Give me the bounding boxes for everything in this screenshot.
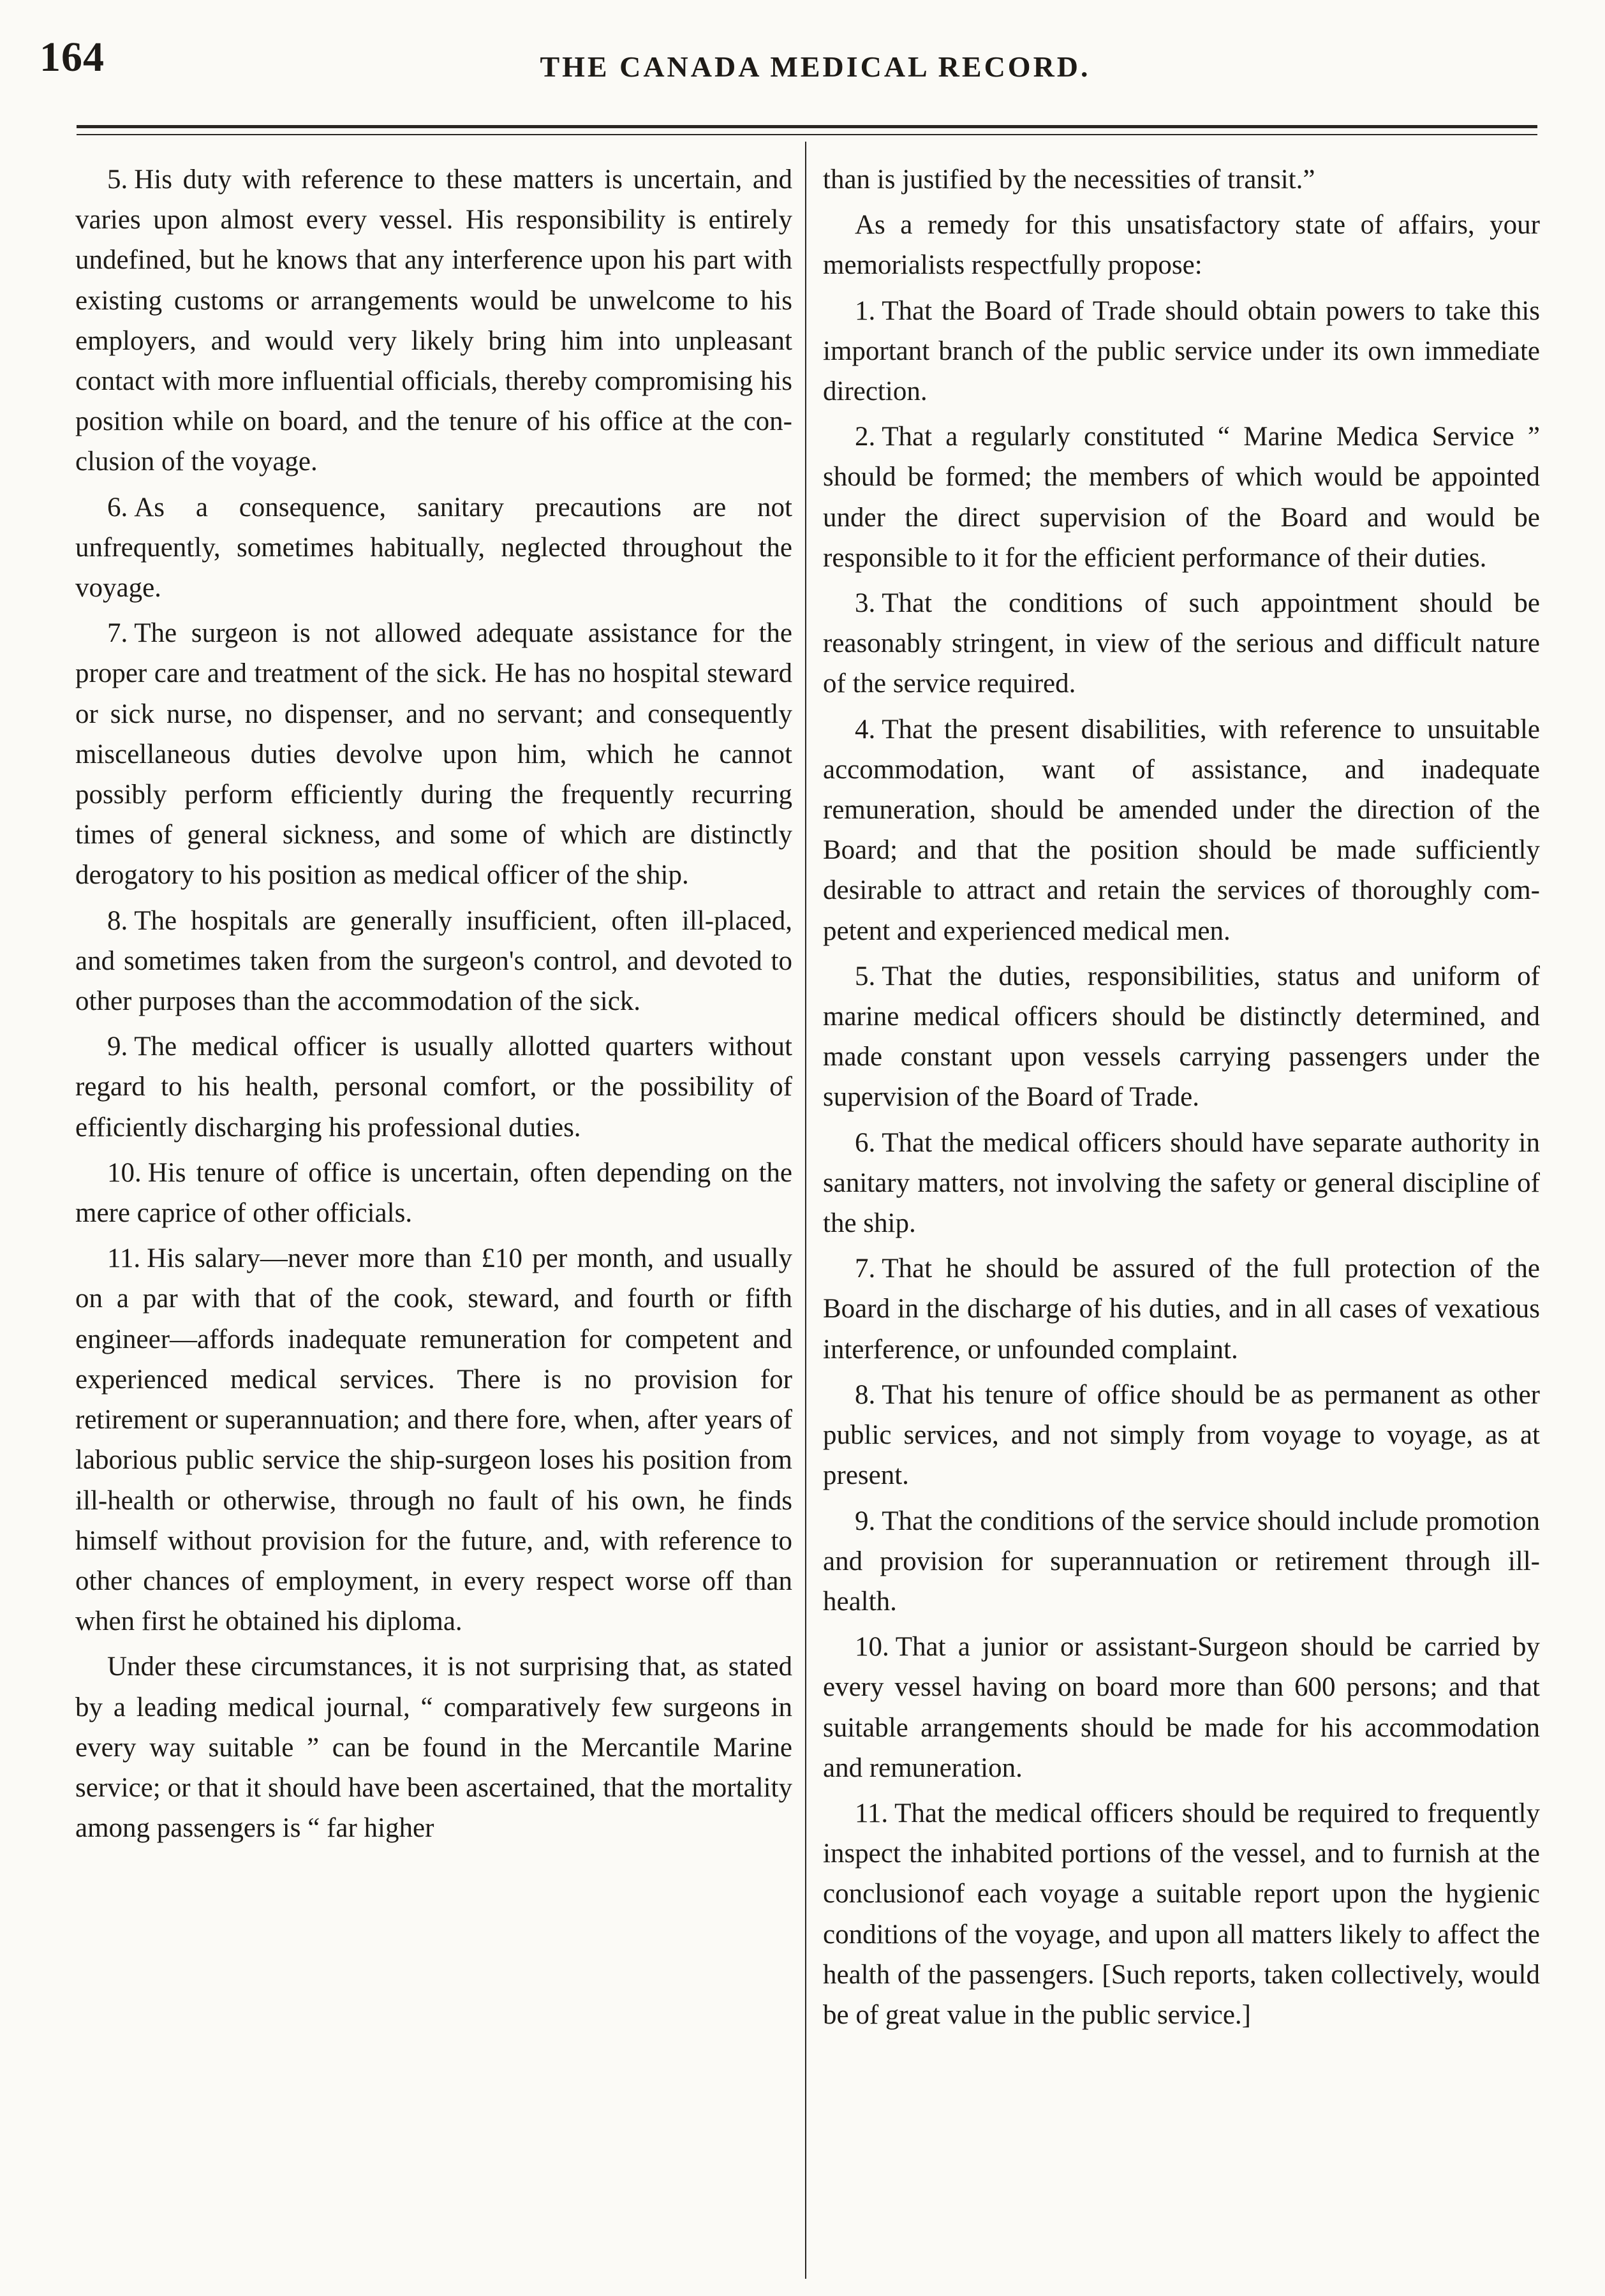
paragraph-number: 6. [855, 1127, 876, 1158]
paragraph [823, 709, 1540, 951]
paragraph-number: 11. [855, 1798, 889, 1828]
paragraph-text: As a remedy for this unsatisfactory state of affairs, your memorialists respectfully propose: [823, 210, 1540, 281]
paragraph-number: 9. [855, 1506, 876, 1536]
paragraph [75, 1153, 792, 1233]
paragraph-text: That the conditions of the service should include promotion and provision for superannuation or retirement through ill-health. [823, 1506, 1540, 1617]
paragraph-text: That the medical officers should have separate authority in sanitary matters, not involving the safety or general discipline of the ship. [823, 1127, 1540, 1239]
paragraph [823, 1248, 1540, 1370]
header-rule-thin [77, 134, 1537, 135]
paragraph [75, 613, 792, 895]
paragraph [823, 1627, 1540, 1788]
paragraph-text: Under these circumstances, it is not surprising that, as stated by a leading medical journal, “ comparatively few surgeons in every way suitable ” can be found in the Mercantile Marine service; or that it should have been ascertained, that the mortality among passengers is “ far higher [75, 1652, 792, 1844]
paragraph-text: That the Board of Trade should obtain powers to take this important branch of the public service under its own immediate direction. [823, 295, 1540, 407]
paragraph [823, 291, 1540, 412]
paragraph-text: That the duties, responsibilities, status and uniform of marine medical officers should be distinctly determined, and made constant upon vessels carrying passengers under the supervision of the Board of Trade. [823, 961, 1540, 1113]
paragraph [823, 1375, 1540, 1496]
paragraph-number: 10. [855, 1632, 889, 1663]
paragraph-text: That his tenure of office should be as permanent as other public services, and not simply from voyage to voyage, as at present. [823, 1379, 1540, 1491]
header-rule-thick [77, 125, 1537, 128]
paragraph-number: 10. [107, 1157, 142, 1188]
paragraph-number: 5. [855, 961, 876, 991]
paragraph-number: 2. [855, 422, 876, 452]
column-divider [805, 142, 806, 2279]
paragraph [823, 417, 1540, 578]
page-number: 164 [40, 34, 105, 80]
paragraph-text: That the medical officers should be required to frequently inspect the inhabited portions of the vessel, and to furnish at the conclusionof each voyage a suitable report upon the hygienic conditions of the voyage, and upon all matters likely to affect the health of the passengers. [Such reports, taken collectively, would be of great value in the public service.] [823, 1798, 1540, 2030]
paragraph-text: As a consequence, sanitary precautions are not unfrequently, sometimes habitually, neglected throughout the voyage. [75, 492, 792, 604]
page-header [0, 0, 1605, 134]
paragraph-number: 3. [855, 588, 876, 619]
paragraph-number: 1. [855, 295, 876, 326]
paragraph-text: than is justified by the necessities of transit.” [823, 165, 1315, 195]
paragraph [75, 1026, 792, 1148]
paragraph [75, 1647, 792, 1848]
paragraph-number: 9. [107, 1032, 128, 1062]
paragraph-number: 5. [107, 165, 128, 195]
paragraph [75, 159, 792, 482]
paragraph [823, 956, 1540, 1118]
running-title: THE CANADA MEDICAL RECORD. [540, 50, 1091, 83]
paragraph-text: That the conditions of such appointment should be reasonably stringent, in view of the serious and difficult nature of the service required. [823, 588, 1540, 699]
paragraph-number: 8. [855, 1379, 876, 1410]
paragraph [75, 901, 792, 1022]
paragraph-text: His tenure of office is uncertain, often depending on the mere caprice of other officials. [75, 1157, 792, 1229]
paragraph-text: His salary—never more than £10 per month, and usually on a par with that of the cook, steward, and fourth or fifth engineer—affords inadequate remuneration for competent and experienced medical services. There is no provision for retirement or superannuation; and there fore, when, after years of laborious public service the ship-surgeon loses his position from ill-health or otherwise, through no fault of his own, he finds himself without provision for the future, and, with reference to other chances of employment, in every respect worse off than when first he obtained his diploma. [75, 1243, 792, 1637]
paragraph-number: 7. [855, 1254, 876, 1284]
paragraph-number: 4. [855, 714, 876, 744]
paragraph [823, 159, 1540, 200]
paragraph [823, 1793, 1540, 2035]
paragraph [75, 487, 792, 609]
paragraph [823, 1501, 1540, 1622]
paragraph-text: That a junior or assistant-Surgeon should be carried by every vessel having on board more than 600 persons; and that suitable arrangements should be made for his accommodation and remuneration. [823, 1632, 1540, 1783]
paragraph-text: The hospitals are generally insufficient, often ill-placed, and sometimes taken from the surgeon's control, and devoted to other purposes than the accommodation of the sick. [75, 905, 792, 1017]
left-column [75, 159, 792, 2284]
paragraph [823, 1123, 1540, 1244]
paragraph [75, 1238, 792, 1641]
paragraph [823, 583, 1540, 704]
paragraph-number: 6. [107, 492, 128, 522]
right-column [823, 159, 1540, 2284]
paragraph-number: 11. [107, 1243, 141, 1274]
paragraph-text: That the present disabilities, with reference to unsuitable accommodation, want of assistance, and inadequate remuneration, should be amended under the direction of the Board; and that the position should be made sufficiently desirable to attract and retain the services of thoroughly competent and experienced medical men. [823, 714, 1540, 946]
paragraph-text: That a regularly constituted “ Marine Medica Service ” should be formed; the members of which would be appointed under the direct supervision of the Board and would be responsible to it for the efficient performance of their duties. [823, 422, 1540, 573]
paragraph-text: His duty with reference to these matters is uncertain, and varies upon almost every vessel. His responsibility is entirely undefined, but he knows that any interference upon his part with existing customs or arrangements would be unwelcome to his employers, and would very likely bring him into unpleasant contact with more influential officials, thereby compromising his position while on board, and the tenure of his office at the conclusion of the voyage. [75, 165, 792, 477]
paragraph [823, 205, 1540, 285]
paragraph-number: 8. [107, 905, 128, 936]
paragraph-text: The surgeon is not allowed adequate assistance for the proper care and treatment of the sick. He has no hospital steward or sick nurse, no dispenser, and no servant; and consequently miscellaneous duties devolve upon him, which he cannot possibly perform efficiently during the frequently recurring times of general sickness, and some of which are distinctly derogatory to his position as medical officer of the ship. [75, 618, 792, 891]
paragraph-text: That he should be assured of the full protection of the Board in the discharge of his duties, and in all cases of vexatious interference, or unfounded complaint. [823, 1254, 1540, 1365]
paragraph-text: The medical officer is usually allotted quarters without regard to his health, personal comfort, or the possibility of efficiently discharging his professional duties. [75, 1032, 792, 1143]
paragraph-number: 7. [107, 618, 128, 649]
